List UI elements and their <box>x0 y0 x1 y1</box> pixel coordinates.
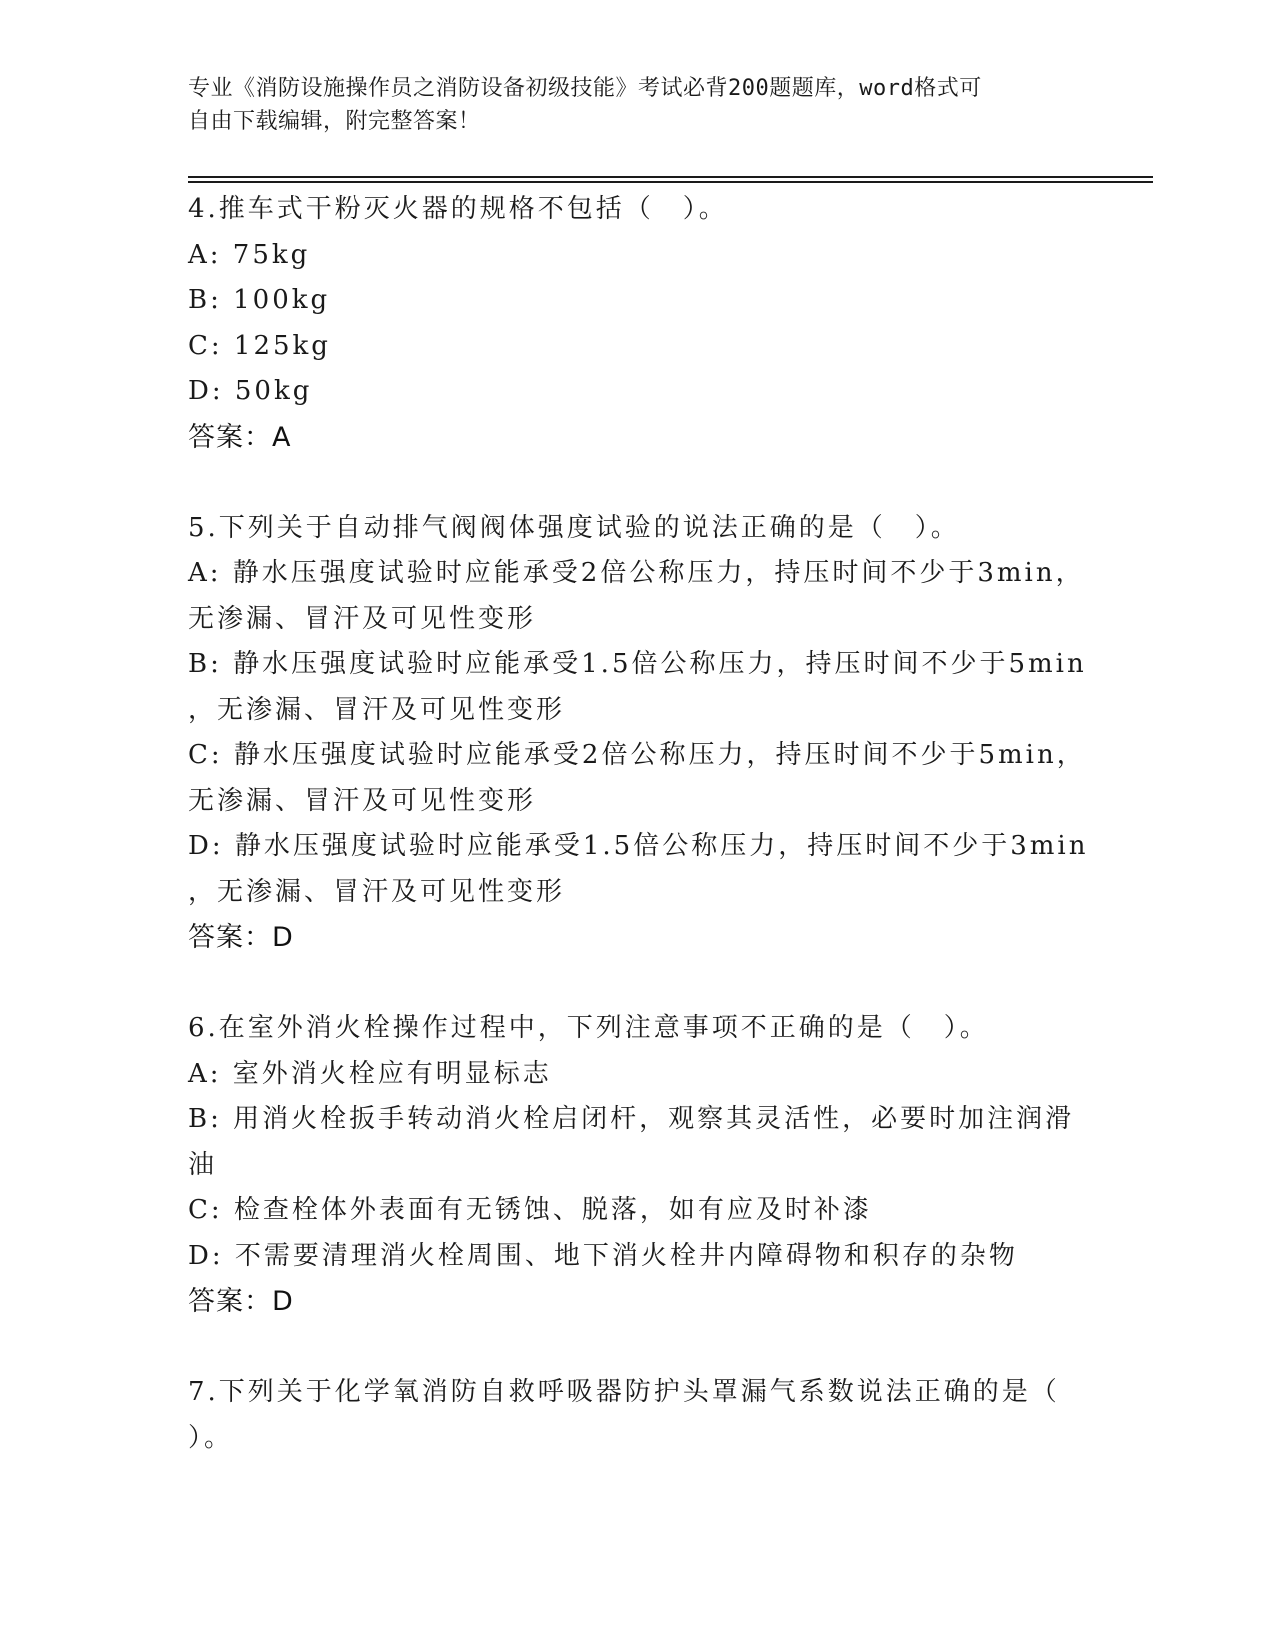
question-spacer <box>188 1325 1088 1371</box>
option-line: A: 室外消火栓应有明显标志 <box>188 1058 552 1089</box>
question-spacer <box>188 460 1088 506</box>
option-line: A: 静水压强度试验时应能承受2倍公称压力，持压时间不少于3min， <box>188 558 1085 588</box>
question-block <box>188 1370 1088 1461</box>
option-line: ，无渗漏、冒汗及可见性变形 <box>188 694 566 725</box>
option-line: A: 75kg <box>188 239 311 270</box>
option-line: B: 100kg <box>188 285 331 315</box>
question-stem: 4.推车式干粉灭火器的规格不包括（ ）。 <box>188 194 728 224</box>
option-line: D: 不需要清理消火栓周围、地下消火栓井内障碍物和积存的杂物 <box>188 1240 1018 1271</box>
option-line: ，无渗漏、冒汗及可见性变形 <box>188 876 566 907</box>
answer-line: 答案：D <box>188 922 294 953</box>
header-divider-top <box>188 176 1153 178</box>
option-line: C: 检查栓体外表面有无锈蚀、脱落，如有应及时补漆 <box>188 1195 872 1225</box>
option-line: C: 静水压强度试验时应能承受2倍公称压力，持压时间不少于5min， <box>188 740 1086 770</box>
option-line: 无渗漏、冒汗及可见性变形 <box>188 603 537 634</box>
page-header <box>188 72 1088 138</box>
question-block <box>188 1006 1088 1325</box>
option-line: B: 静水压强度试验时应能承受1.5倍公称压力，持压时间不少于5min <box>188 649 1087 679</box>
question-stem: 7.下列关于化学氧消防自救呼吸器防护头罩漏气系数说法正确的是（ <box>188 1377 1060 1407</box>
question-block <box>188 506 1088 961</box>
question-stem: ）。 <box>188 1422 234 1453</box>
header-divider-bottom <box>188 181 1153 183</box>
question-block <box>188 187 1088 460</box>
question-spacer <box>188 961 1088 1007</box>
option-line: 无渗漏、冒汗及可见性变形 <box>188 785 537 816</box>
answer-line: 答案：D <box>188 1286 294 1317</box>
question-stem: 6.在室外消火栓操作过程中，下列注意事项不正确的是（ ）。 <box>188 1013 989 1043</box>
header-line-1: 专业《消防设施操作员之消防设备初级技能》考试必背200题题库，word格式可 <box>188 76 982 101</box>
option-line: D: 50kg <box>188 376 313 406</box>
answer-line: 答案：A <box>188 421 292 453</box>
header-line-2: 自由下载编辑，附完整答案！ <box>188 109 481 134</box>
option-line: B: 用消火栓扳手转动消火栓启闭杆，观察其灵活性，必要时加注润滑 <box>188 1104 1075 1134</box>
question-stem: 5.下列关于自动排气阀阀体强度试验的说法正确的是（ ）。 <box>188 512 960 543</box>
option-line: 油 <box>188 1149 218 1180</box>
option-line: C: 125kg <box>188 330 331 361</box>
question-list <box>188 187 1088 1461</box>
option-line: D: 静水压强度试验时应能承受1.5倍公称压力，持压时间不少于3min <box>188 831 1089 861</box>
